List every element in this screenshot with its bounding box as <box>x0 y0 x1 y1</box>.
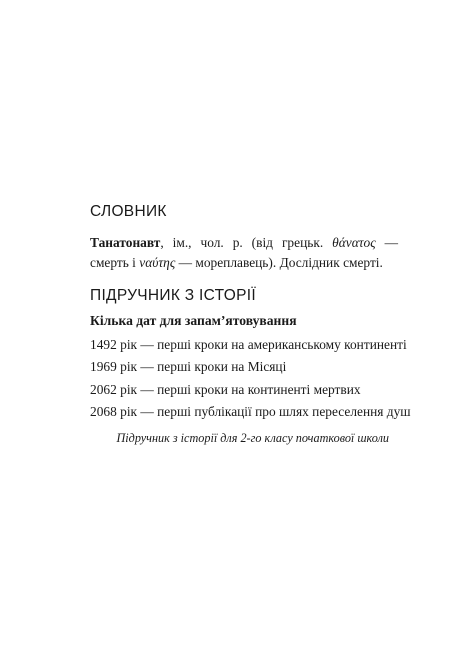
definition-text-part2: — смерть і <box>90 235 398 270</box>
date-line-1969: 1969 рік — перші кроки на Місяці <box>90 359 287 374</box>
definition-greek-nautes: ναύτης <box>139 255 176 270</box>
textbook-subheading: Кілька дат для запам’ятовування <box>90 313 297 328</box>
textbook-heading: ПІДРУЧНИК З ІСТОРІЇ <box>90 287 256 304</box>
definition-text-part1: , ім., чол. р. (від грецьк. <box>160 235 333 250</box>
date-line-2062: 2062 рік — перші кроки на континенті мертвих <box>90 382 361 397</box>
dictionary-definition <box>90 233 398 273</box>
definition-term: Танатонавт <box>90 235 161 250</box>
definition-text-part3: — мореплавець). Дослідник смерті. <box>175 255 383 270</box>
definition-greek-thanatos: θάνατος <box>332 235 376 250</box>
date-line-2068: 2068 рік — перші публікації про шлях переселення душ <box>90 404 411 419</box>
dictionary-heading: СЛОВНИК <box>90 203 167 220</box>
textbook-source-citation: Підручник з історії для 2-го класу початкової школи <box>116 431 389 445</box>
date-line-1492: 1492 рік — перші кроки на американському континенті <box>90 337 407 352</box>
